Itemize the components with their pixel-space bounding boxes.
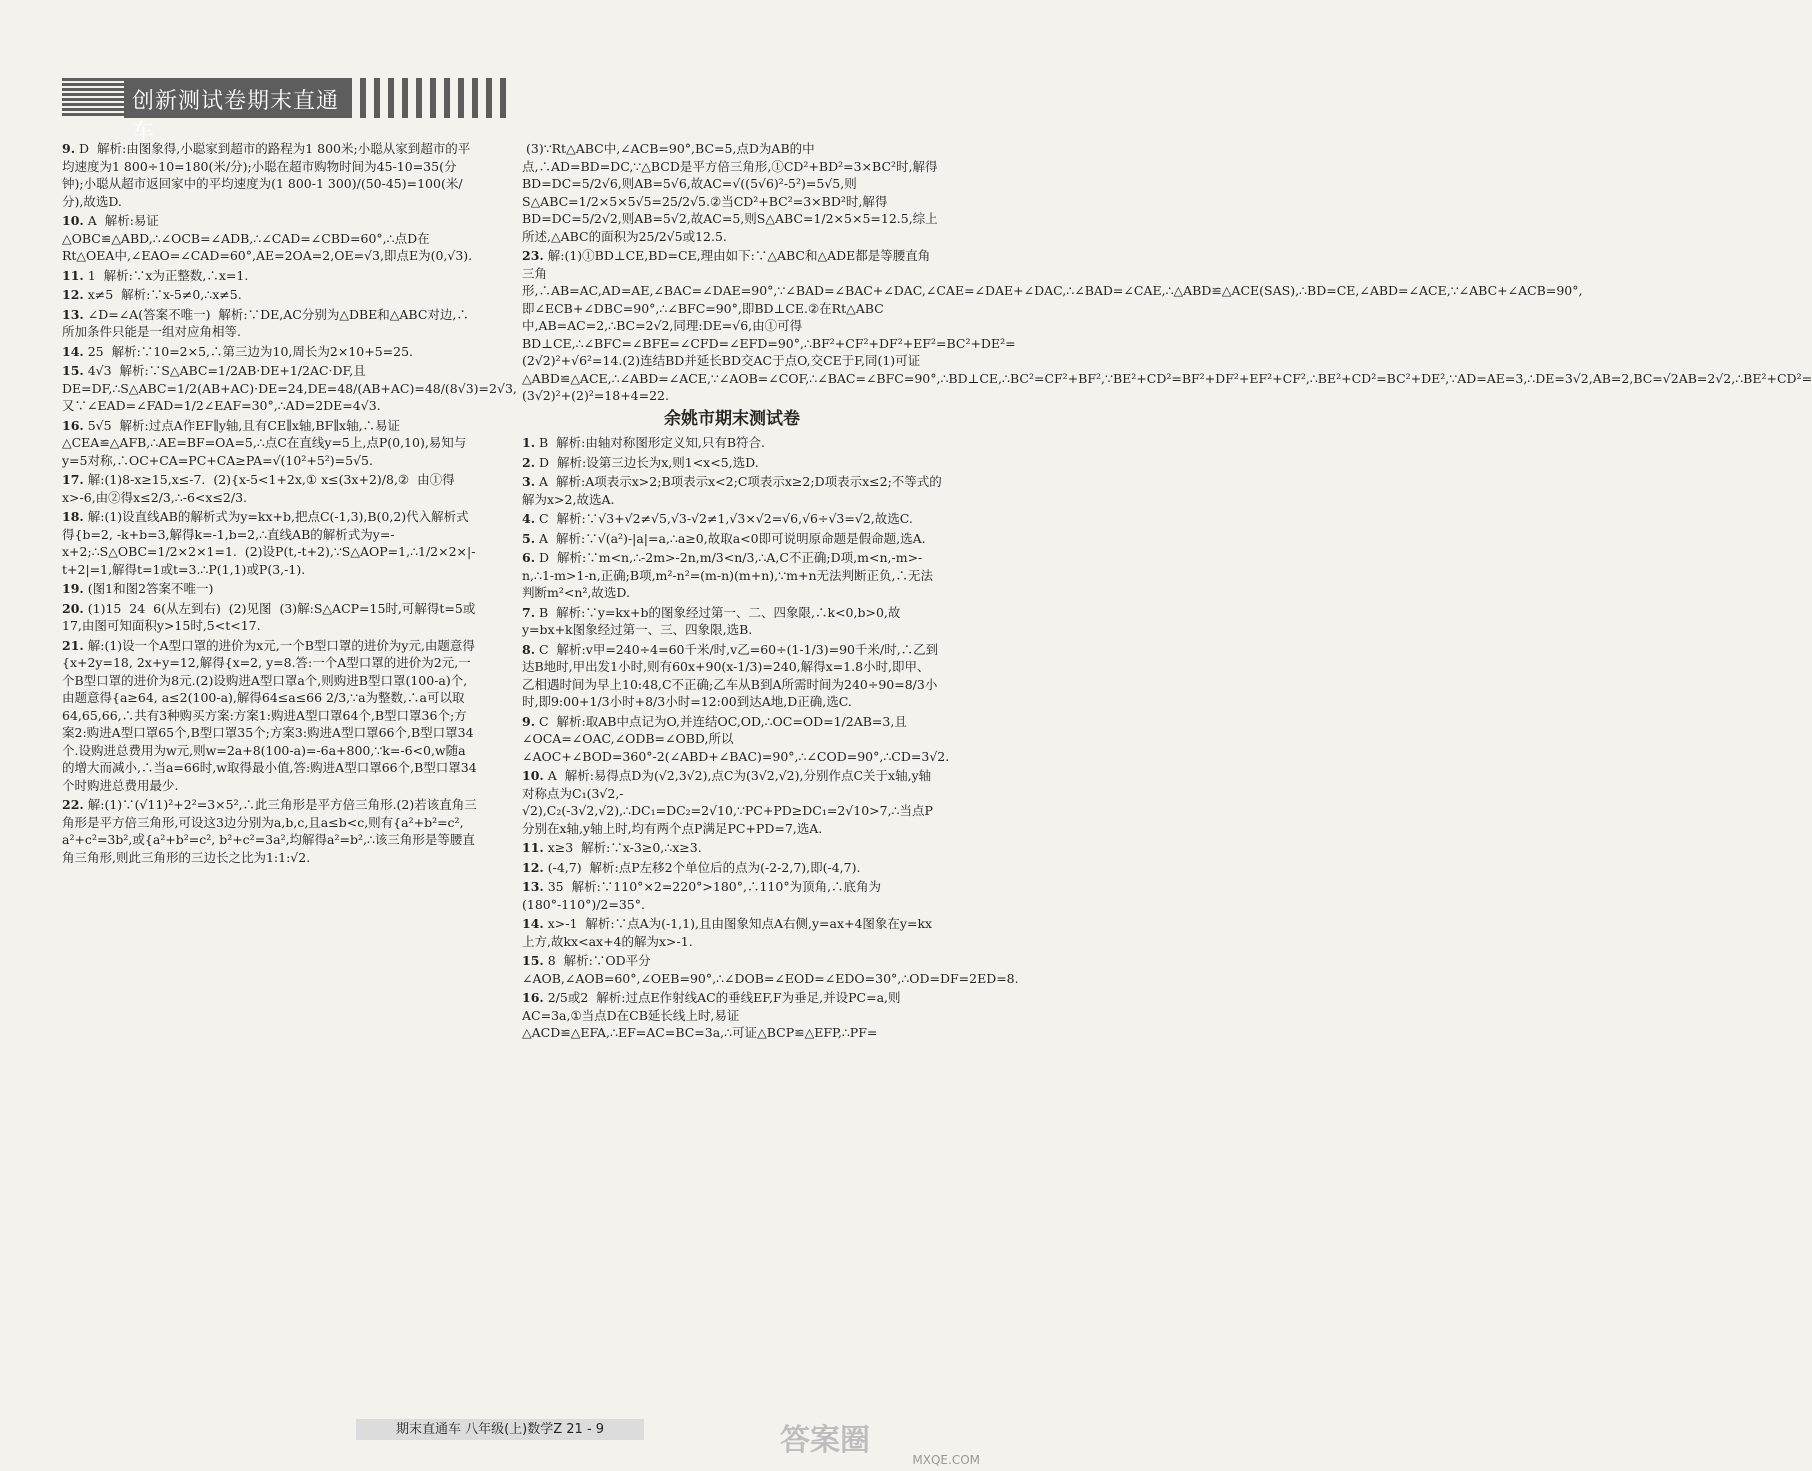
- answer-item: [522, 247, 1812, 405]
- answer-item: [522, 510, 942, 528]
- answer-number: 16.: [62, 417, 84, 433]
- answer-text: C 解析:v甲=240÷4=60千米/时,v乙=60÷(1-1/3)=90千米/时,∴乙到达B地时,甲出发1小时,则有60x+90(x-1/3)=240,解得x=1.8小时,即甲、乙相遇时间为早上10:48,C不正确;乙车从B到A所需时间为240÷90=8/3小时,即9:00+1/3小时+8/3小时=12:00到达A地,D正确,选C.: [522, 641, 939, 709]
- answer-item: [522, 915, 942, 950]
- answer-number: 3.: [522, 474, 536, 489]
- answer-item: [522, 641, 942, 711]
- answer-number: 13.: [522, 879, 544, 894]
- header-banner: [62, 78, 352, 145]
- answer-text: D 解析:∵m<n,∴-2m>-2n,m/3<n/3,∴A,C不正确;D项,m<n,-m>-n,∴1-m>1-n,正确;B项,m²-n²=(m-n)(m+n),∵m+n无法判断正负,∴无法判断m²<n²,故选D.: [522, 550, 933, 600]
- answer-item: [62, 580, 477, 598]
- answer-number: 15.: [62, 363, 84, 378]
- right-column: [522, 140, 1812, 1044]
- answer-text: (图1和图2答案不唯一): [87, 581, 214, 596]
- answer-item: [522, 604, 942, 639]
- answer-item: [62, 343, 477, 361]
- answer-item: [522, 454, 942, 472]
- answer-number: 1.: [522, 435, 536, 450]
- answer-text: A 解析:易得点D为(√2,3√2),点C为(3√2,√2),分别作点C关于x轴,y轴对称点为C₁(3√2,-√2),C₂(-3√2,√2),∴DC₁=DC₂=2√10,∵PC+PD≥DC₁=2√10>7,∴当点P分别在x轴,y轴上时,均有两个点P满足PC+PD=7,选A.: [522, 768, 933, 836]
- answer-number: 9.: [522, 713, 536, 729]
- answer-item: [522, 952, 1019, 987]
- answer-text: 解:(1)设一个A型口罩的进价为x元,一个B型口罩的进价为y元,由题意得{x+2y=18, 2x+y=12,解得{x=2, y=8.答:一个A型口罩的进价为2元,一个B型口罩的进价为8元.(2)设购进A型口罩a个,则购进B型口罩(100-a)个,由题意得{a≥64, a≤2(100-a),解得64≤a≤66 2/3,∵a为整数,∴a可以取64,65,66,∴共有3种购买方案:方案1:购进A型口罩64个,B型口罩36个;方案2:购进A型口罩65个,B型口罩35个;方案3:购进A型口罩66个,B型口罩34个.设购进总费用为w元,则w=2a+8(100-a)=-6a+800,∵k=-6<0,w随a的增大而减小,∴当a=66时,w取得最小值,答:购进A型口罩66个,B型口罩34个时购进总费用最少.: [62, 637, 477, 793]
- footer-text: 期末直通车 八年级(上)数学Z 21 - 9: [356, 1419, 644, 1440]
- answer-item: [62, 212, 477, 265]
- answer-text: (-4,7) 解析:点P左移2个单位后的点为(-2-2,7),即(-4,7).: [547, 859, 861, 875]
- answer-number: 20.: [62, 600, 84, 616]
- answer-text: 1 解析:∵x为正整数,∴x=1.: [87, 267, 249, 283]
- left-column: [62, 140, 517, 868]
- answer-item: [62, 286, 477, 304]
- answer-number: 8.: [522, 641, 536, 657]
- answer-number: 11.: [522, 840, 544, 855]
- answer-item: [522, 473, 942, 508]
- answer-text: 35 解析:∵110°×2=220°>180°,∴110°为顶角,∴底角为(180°-110°)/2=35°.: [522, 879, 882, 912]
- answer-item: [522, 839, 942, 857]
- answer-number: 14.: [62, 343, 84, 359]
- answer-item: [62, 637, 477, 795]
- answer-number: 19.: [62, 581, 84, 596]
- answer-number: 6.: [522, 550, 536, 565]
- answer-item: [62, 417, 477, 470]
- answer-item: [62, 140, 477, 210]
- answer-text: x>-1 解析:∵点A为(-1,1),且由图象知点A右侧,y=ax+4图象在y=kx上方,故kx<ax+4的解为x>-1.: [522, 916, 933, 949]
- banner-decoration: [62, 78, 124, 118]
- answer-item: [522, 878, 942, 913]
- answer-text: 2/5或2 解析:过点E作射线AC的垂线EF,F为垂足,并设PC=a,则AC=3a,①当点D在CB延长线上时,易证△ACD≌△EFA,∴EF=AC=BC=3a,∴可证△BCP≌△EFP,∴PF=: [522, 990, 901, 1040]
- answer-number: 9.: [62, 141, 76, 156]
- answer-text: x≠5 解析:∵x-5≠0,∴x≠5.: [87, 287, 242, 302]
- answer-text: 解:(1)①BD⊥CE,BD=CE,理由如下:∵△ABC和△ADE都是等腰直角三角形,∴AB=AC,AD=AE,∠BAC=∠DAE=90°,∵∠BAD=∠BAC+∠DAC,∠CAE=∠DAE+∠DAC,∴∠BAD=∠CAE,∴△ABD≌△ACE(SAS),∴BD=CE,∠ABD=∠ACE,∵∠ABC+∠ACB=90°,即∠ECB+∠DBC=90°,∴∠BFC=90°,即BD⊥CE.②在Rt△ABC中,AB=AC=2,∴BC=2√2,同理:DE=√6,由①可得BD⊥CE,∴∠BFC=∠BFE=∠CFD=∠EFD=90°,∴BF²+CF²+DF²+EF²=BC²+DE²=(2√2)²+√6²=14.(2)连结BD并延长BD交AC于点O,交CE于F,同(1)可证△ABD≌△ACE,∴∠ABD=∠ACE,∵∠AOB=∠COF,∴∠BAC=∠BFC=90°,∴BD⊥CE,∴BC²=CF²+BF²,∵BE²+CD²=BF²+DF²+EF²+CF²,∴BE²+CD²=BC²+DE²,∵AD=AE=3,∴DE=3√2,AB=2,BC=√2AB=2√2,∴BE²+CD²=(3√2)²+(2)²=18+4=22.: [522, 248, 1812, 403]
- answer-number: 10.: [522, 768, 544, 783]
- answer-text: 解:(1)设直线AB的解析式为y=kx+b,把点C(-1,3),B(0,2)代入解析式得{b=2, -k+b=3,解得k=-1,b=2,∴直线AB的解析式为y=-x+2;∴S△OBC=1/2×2×1=1. (2)设P(t,-t+2),∵S△AOP=1,∴1/2×2×|-t+2|=1,解得t=1或t=3.∴P(1,1)或P(3,-1).: [62, 509, 476, 577]
- answer-number: 12.: [522, 859, 544, 875]
- answer-number: 2.: [522, 454, 536, 470]
- answer-text: C 解析:取AB中点记为O,并连结OC,OD,∴OC=OD=1/2AB=3,且∠OCA=∠OAC,∠ODB=∠OBD,所以∠AOC+∠BOD=360°-2(∠ABD+∠BAC)=90°,∴∠COD=90°,∴CD=3√2.: [522, 713, 950, 764]
- answer-text: (1)15 24 6(从左到右) (2)见图 (3)解:S△ACP=15时,可解得t=5或17,由图可知面积y>15时,5<t<17.: [62, 600, 476, 633]
- answer-text: ∠D=∠A(答案不唯一) 解析:∵DE,AC分别为△DBE和△ABC对边,∴所加条件只能是一组对应角相等.: [62, 306, 469, 339]
- answer-text: C 解析:∵√3+√2≠√5,√3-√2≠1,√3×√2=√6,√6÷√3=√2,故选C.: [539, 511, 913, 526]
- answer-item: [62, 600, 477, 635]
- answer-text: 4√3 解析:∵S△ABC=1/2AB·DE+1/2AC·DF,且DE=DF,∴S△ABC=1/2(AB+AC)·DE=24,DE=48/(AB+AC)=48/(8√3)=2√3,又∵∠EAD=∠FAD=1/2∠EAF=30°,∴AD=2DE=4√3.: [62, 363, 517, 413]
- answer-item: [62, 796, 477, 866]
- answer-text: A 解析:∵√(a²)-|a|=a,∴a≥0,故取a<0即可说明原命题是假命题,选A.: [539, 530, 926, 546]
- answer-number: 23.: [522, 248, 544, 263]
- answer-text: B 解析:由轴对称图形定义知,只有B符合.: [539, 435, 766, 450]
- answer-text: 5√5 解析:过点A作EF∥y轴,且有CE∥x轴,BF∥x轴,∴易证△CEA≌△AFB,∴AE=BF=OA=5,∴点C在直线y=5上,点P(0,10),易知与y=5对称,∴OC+CA=PC+CA≥PA=√(10²+5²)=5√5.: [62, 417, 467, 468]
- answer-text: x≥3 解析:∵x-3≥0,∴x≥3.: [547, 840, 702, 855]
- answer-number: 21.: [62, 637, 84, 653]
- answer-item: [62, 267, 477, 285]
- section-title: 余姚市期末测试卷: [664, 408, 800, 429]
- answer-number: 14.: [522, 916, 544, 931]
- watermark-url: MXQE.COM: [912, 1453, 980, 1467]
- answer-item: [522, 989, 942, 1042]
- answer-number: 12.: [62, 287, 84, 302]
- answer-text: 解:(1)∵(√11)²+2²=3×5²,∴此三角形是平方倍三角形.(2)若该直角三角形是平方倍三角形,可设这3边分别为a,b,c,且a≤b<c,则有{a²+b²=c², a²+c²=3b²,或{a²+b²=c², b²+c²=3a²,均解得a²=b²,∴该三角形是等腰直角三角形,则此三角形的三边长之比为1:1:√2.: [62, 797, 477, 865]
- answer-item: [522, 767, 942, 837]
- answer-item: [522, 859, 942, 877]
- answer-item: [522, 713, 950, 766]
- answer-number: 11.: [62, 267, 84, 283]
- answer-number: 4.: [522, 511, 536, 526]
- answer-item: [522, 434, 942, 452]
- watermark-logo: 答案圈: [780, 1423, 870, 1458]
- answer-text: A 解析:易证△OBC≌△ABD,∴∠OCB=∠ADB,∴∠CAD=∠CBD=60°,∴点D在Rt△OEA中,∠EAO=∠CAD=60°,AE=2OA=2,OE=√3,即点E为(0,√3).: [62, 213, 473, 263]
- answer-number: 5.: [522, 530, 536, 546]
- answer-item: [62, 471, 477, 506]
- answer-text: 8 解析:∵OD平分∠AOB,∠AOB=60°,∠OEB=90°,∴∠DOB=∠EOD=∠EDO=30°,∴OD=DF=2ED=8.: [522, 953, 1019, 986]
- answer-item: [62, 508, 477, 578]
- answer-text: 25 解析:∵10=2×5,∴第三边为10,周长为2×10+5=25.: [87, 343, 414, 359]
- answer-number: 13.: [62, 306, 84, 322]
- answer-item: [62, 306, 477, 341]
- answer-number: 16.: [522, 990, 544, 1005]
- header-stripes: [360, 78, 510, 118]
- answer-number: 17.: [62, 472, 84, 487]
- answer-number: 10.: [62, 213, 84, 228]
- answer-text: D 解析:设第三边长为x,则1<x<5,选D.: [539, 454, 759, 470]
- answer-number: 22.: [62, 797, 84, 812]
- answer-number: 18.: [62, 509, 84, 524]
- answer-text: (3)∵Rt△ABC中,∠ACB=90°,BC=5,点D为AB的中点,∴AD=BD=DC,∵△BCD是平方倍三角形,①CD²+BD²=3×BC²时,解得BD=DC=5/2√6,则AB=5√6,故AC=√((5√6)²-5²)=5√5,则S△ABC=1/2×5×5√5=25/2√5.②当CD²+BC²=3×BD²时,解得BD=DC=5/2√2,则AB=5√2,故AC=5,则S△ABC=1/2×5×5=12.5,综上所述,△ABC的面积为25/2√5或12.5.: [522, 141, 938, 244]
- answer-item: [62, 362, 517, 415]
- answer-text: A 解析:A项表示x>2;B项表示x<2;C项表示x≥2;D项表示x≤2;不等式的解为x>2,故选A.: [522, 474, 942, 507]
- answer-item: [522, 549, 942, 602]
- banner-title: 创新测试卷期末直通车: [132, 89, 340, 145]
- answer-text: B 解析:∵y=kx+b的图象经过第一、二、四象限,∴k<0,b>0,故y=bx+k图象经过第一、三、四象限,选B.: [522, 604, 901, 637]
- answer-number: 7.: [522, 604, 536, 620]
- answer-number: 15.: [522, 953, 544, 968]
- answer-text: D 解析:由图象得,小聪家到超市的路程为1 800米;小聪从家到超市的平均速度为1 800÷10=180(米/分);小聪在超市购物时间为45-10=35(分钟);小聪从超市返回家中的平均速度为(1 800-1 300)/(50-45)=100(米/分),故选D.: [62, 141, 471, 209]
- answer-text: 解:(1)8-x≥15,x≤-7. (2){x-5<1+2x,① x≤(3x+2)/8,② 由①得x>-6,由②得x≤2/3,∴-6<x≤2/3.: [62, 472, 455, 505]
- answer-item: [522, 530, 942, 548]
- answer-item: [522, 140, 942, 245]
